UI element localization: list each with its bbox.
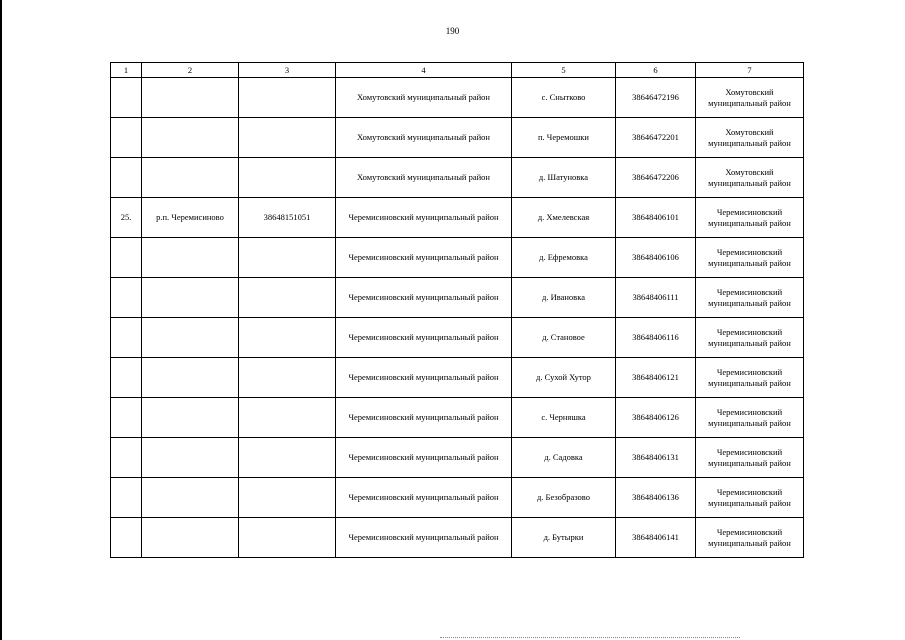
district-cell: Черемисиновский муниципальный район bbox=[336, 358, 512, 398]
column-header: 7 bbox=[696, 63, 804, 78]
row-number-cell bbox=[111, 238, 142, 278]
row-number-cell bbox=[111, 158, 142, 198]
code-cell: 38646472196 bbox=[616, 78, 696, 118]
code-cell: 38646472206 bbox=[616, 158, 696, 198]
code-cell: 38648406121 bbox=[616, 358, 696, 398]
oktmo-cell bbox=[239, 478, 336, 518]
oktmo-cell bbox=[239, 78, 336, 118]
locality-cell: д. Шатуновка bbox=[512, 158, 616, 198]
row-number-cell bbox=[111, 278, 142, 318]
row-number-cell bbox=[111, 398, 142, 438]
locality-cell: д. Садовка bbox=[512, 438, 616, 478]
locality-cell: п. Черемошки bbox=[512, 118, 616, 158]
oktmo-cell bbox=[239, 318, 336, 358]
table-row bbox=[111, 278, 804, 318]
settlement-cell bbox=[142, 398, 239, 438]
settlement-cell bbox=[142, 118, 239, 158]
municipality-cell: Черемисиновский муниципальный район bbox=[696, 198, 804, 238]
table-row bbox=[111, 398, 804, 438]
municipality-cell: Черемисиновский муниципальный район bbox=[696, 478, 804, 518]
row-number-cell: 25. bbox=[111, 198, 142, 238]
oktmo-cell bbox=[239, 358, 336, 398]
district-cell: Черемисиновский муниципальный район bbox=[336, 478, 512, 518]
municipality-cell: Черемисиновский муниципальный район bbox=[696, 238, 804, 278]
oktmo-cell bbox=[239, 278, 336, 318]
column-header: 4 bbox=[336, 63, 512, 78]
oktmo-cell bbox=[239, 518, 336, 558]
settlement-cell: р.п. Черемисиново bbox=[142, 198, 239, 238]
locality-cell: д. Хмелевская bbox=[512, 198, 616, 238]
oktmo-cell bbox=[239, 398, 336, 438]
table-row bbox=[111, 158, 804, 198]
oktmo-cell bbox=[239, 158, 336, 198]
locality-cell: с. Черняшка bbox=[512, 398, 616, 438]
table-row bbox=[111, 238, 804, 278]
locality-cell: д. Безобразово bbox=[512, 478, 616, 518]
table-row bbox=[111, 518, 804, 558]
district-cell: Черемисиновский муниципальный район bbox=[336, 318, 512, 358]
settlement-cell bbox=[142, 278, 239, 318]
settlement-cell bbox=[142, 318, 239, 358]
settlement-cell bbox=[142, 438, 239, 478]
row-number-cell bbox=[111, 478, 142, 518]
row-number-cell bbox=[111, 318, 142, 358]
district-cell: Черемисиновский муниципальный район bbox=[336, 438, 512, 478]
locality-cell: д. Бутырки bbox=[512, 518, 616, 558]
row-number-cell bbox=[111, 358, 142, 398]
code-cell: 38648406141 bbox=[616, 518, 696, 558]
oktmo-cell: 38648151051 bbox=[239, 198, 336, 238]
column-header: 3 bbox=[239, 63, 336, 78]
table-row bbox=[111, 438, 804, 478]
column-header: 6 bbox=[616, 63, 696, 78]
code-cell: 38648406111 bbox=[616, 278, 696, 318]
municipality-cell: Хомутовский муниципальный район bbox=[696, 118, 804, 158]
municipality-cell: Хомутовский муниципальный район bbox=[696, 158, 804, 198]
locality-cell: д. Ивановка bbox=[512, 278, 616, 318]
registry-table bbox=[110, 62, 804, 558]
oktmo-cell bbox=[239, 238, 336, 278]
settlement-cell bbox=[142, 158, 239, 198]
district-cell: Черемисиновский муниципальный район bbox=[336, 518, 512, 558]
district-cell: Черемисиновский муниципальный район bbox=[336, 398, 512, 438]
table-row bbox=[111, 118, 804, 158]
municipality-cell: Черемисиновский муниципальный район bbox=[696, 318, 804, 358]
district-cell: Хомутовский муниципальный район bbox=[336, 78, 512, 118]
code-cell: 38646472201 bbox=[616, 118, 696, 158]
table-body bbox=[111, 78, 804, 558]
settlement-cell bbox=[142, 518, 239, 558]
code-cell: 38648406131 bbox=[616, 438, 696, 478]
table-row bbox=[111, 358, 804, 398]
municipality-cell: Черемисиновский муниципальный район bbox=[696, 518, 804, 558]
row-number-cell bbox=[111, 118, 142, 158]
district-cell: Хомутовский муниципальный район bbox=[336, 118, 512, 158]
district-cell: Хомутовский муниципальный район bbox=[336, 158, 512, 198]
table-row bbox=[111, 478, 804, 518]
column-header: 5 bbox=[512, 63, 616, 78]
oktmo-cell bbox=[239, 438, 336, 478]
oktmo-cell bbox=[239, 118, 336, 158]
municipality-cell: Черемисиновский муниципальный район bbox=[696, 438, 804, 478]
locality-cell: с. Снытково bbox=[512, 78, 616, 118]
code-cell: 38648406116 bbox=[616, 318, 696, 358]
settlement-cell bbox=[142, 478, 239, 518]
column-header: 1 bbox=[111, 63, 142, 78]
code-cell: 38648406106 bbox=[616, 238, 696, 278]
row-number-cell bbox=[111, 518, 142, 558]
municipality-cell: Черемисиновский муниципальный район bbox=[696, 398, 804, 438]
district-cell: Черемисиновский муниципальный район bbox=[336, 198, 512, 238]
table-row bbox=[111, 198, 804, 238]
table-row bbox=[111, 78, 804, 118]
code-cell: 38648406136 bbox=[616, 478, 696, 518]
settlement-cell bbox=[142, 358, 239, 398]
municipality-cell: Черемисиновский муниципальный район bbox=[696, 358, 804, 398]
page-number: 190 bbox=[445, 26, 460, 36]
settlement-cell bbox=[142, 78, 239, 118]
row-number-cell bbox=[111, 438, 142, 478]
header-row bbox=[111, 63, 804, 78]
district-cell: Черемисиновский муниципальный район bbox=[336, 278, 512, 318]
page-edge bbox=[0, 0, 2, 640]
settlement-cell bbox=[142, 238, 239, 278]
table-row bbox=[111, 318, 804, 358]
district-cell: Черемисиновский муниципальный район bbox=[336, 238, 512, 278]
code-cell: 38648406126 bbox=[616, 398, 696, 438]
municipality-cell: Черемисиновский муниципальный район bbox=[696, 278, 804, 318]
code-cell: 38648406101 bbox=[616, 198, 696, 238]
locality-cell: д. Сухой Хутор bbox=[512, 358, 616, 398]
locality-cell: д. Становое bbox=[512, 318, 616, 358]
row-number-cell bbox=[111, 78, 142, 118]
municipality-cell: Хомутовский муниципальный район bbox=[696, 78, 804, 118]
scan-artifact bbox=[440, 637, 740, 639]
column-header: 2 bbox=[142, 63, 239, 78]
locality-cell: д. Ефремовка bbox=[512, 238, 616, 278]
